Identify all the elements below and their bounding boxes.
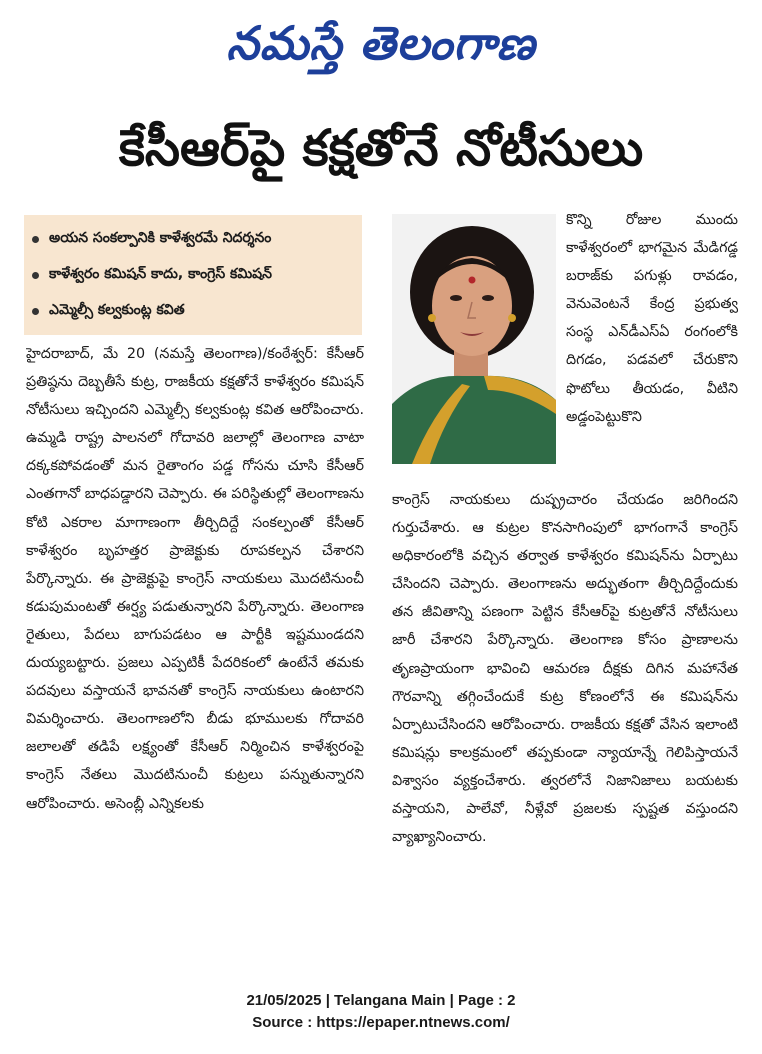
highlight-text: ఎమ్మెల్సీ కల్వకుంట్ల కవిత <box>49 301 185 318</box>
highlight-item <box>32 293 354 329</box>
highlights-box <box>24 215 362 335</box>
bullet-icon <box>32 236 39 243</box>
page-footer <box>0 990 762 1034</box>
portrait-illustration <box>392 214 556 464</box>
bullet-icon <box>32 308 39 315</box>
footer-source-line: Source : https://epaper.ntnews.com/ <box>252 1014 510 1031</box>
highlight-item <box>32 221 354 257</box>
article-column-right-top <box>566 206 738 486</box>
newspaper-masthead: నమస్తే తెలంగాణ <box>226 16 536 70</box>
highlight-text: అయన సంకల్పానికి కాళేశ్వరమే నిదర్శనం <box>49 229 272 246</box>
highlight-item <box>32 257 354 293</box>
article-column-right-bottom <box>392 486 738 926</box>
bullet-icon <box>32 272 39 279</box>
article-column-left <box>26 340 364 926</box>
article-paragraph: కాంగ్రెస్‌ నాయకులు దుష్ప్రచారం చేయడం జరిగిందని గుర్తుచేశారు. ఆ కుట్రల కొనసాగింపులో భాగంగానే కాంగ్రెస్‌ అధికారంలోకి వచ్చిన తర్వాత కాళేశ్వరం కమిషన్‌ను ఏర్పాటు చేసిందని చెప్పారు. తెలంగాణను అద్భుతంగా తీర్చిదిద్దేందుకు తన జీవితాన్ని పణంగా పెట్టిన కేసీఆర్‌పై కుట్రతోనే నోటీసులు జారీ చేశారని పేర్కొన్నారు. తెలంగాణ కోసం ప్రాణాలను తృణప్రాయంగా భావించి ఆమరణ దీక్షకు దిగిన మహానేత గౌరవాన్ని తగ్గించేందుకే కుట్ర కోణంలోనే ఈ కమిషన్‌ను ఏర్పాటుచేసిందని ఆరోపించారు. రాజకీయ కక్షతో వేసిన ఇలాంటి కమిషన్లు కాలక్రమంలో తప్పకుండా న్యాయాన్నే గెలిపిస్తాయనే విశ్వాసం వ్యక్తంచేశారు. త్వరలోనే నిజానిజాలు బయటకు వస్తాయని, పాలేవో, నీళ్లేవో ప్రజలకు స్పష్టత వస్తుందని వ్యాఖ్యానించారు. <box>392 492 738 846</box>
article-paragraph: కొన్ని రోజుల ముందు కాళేశ్వరంలో భాగమైన మేడిగడ్డ బరాజ్‌కు పగుళ్లు రావడం, వెనువెంటనే కేంద్ర ప్రభుత్వ సంస్థ ఎన్‌డీఎస్‌ఏ రంగంలోకి దిగడం, పడవలో చేరుకొని ఫొటోలు తీయడం, వీటిని అడ్డంపెట్టుకొని <box>566 212 738 425</box>
highlight-text: కాళేశ్వరం కమిషన్ కాదు, కాంగ్రెస్ కమిషన్ <box>49 265 272 282</box>
article-paragraph: హైదరాబాద్‌, మే 20 (నమస్తే తెలంగాణ)/కంఠేశ్వర్‌: కేసీఆర్‌ ప్రతిష్ఠను దెబ్బతీసే కుట్ర, రాజకీయ కక్షతోనే కాళేశ్వరం కమిషన్‌ నోటీసులు ఇచ్చిందని ఎమ్మెల్సీ కల్వకుంట్ల కవిత ఆరోపించారు. ఉమ్మడి రాష్ట్ర పాలనలో గోదావరి జలాల్లో తెలంగాణ వాటా దక్కకపోవడంతో మన రైతాంగం పడ్డ గోసను చూసి కేసీఆర్‌ ఎంతగానో బాధపడ్డారని చెప్పారు. ఈ పరిస్థితుల్లో తెలంగాణను కోటి ఎకరాల మాగాణంగా తీర్చిదిద్దే సంకల్పంతో కేసీఆర్‌ కాళేశ్వరం బృహత్తర ప్రాజెక్టుకు రూపకల్పన చేశారని పేర్కొన్నారు. ఈ ప్రాజెక్టుపై కాంగ్రెస్‌ నాయకులు మొదటినుంచీ కడుపుమంటతో ఈర్ష్య పడుతున్నారని పేర్కొన్నారు. తెలంగాణ రైతులు, పేదలు బాగుపడటం ఆ పార్టీకి ఇష్టముండదని దుయ్యబట్టారు. ప్రజలు ఎప్పటికీ పేదరికంలో ఉంటేనే తమకు పదవులు వస్తాయనే భావనతో కాంగ్రెస్‌ నాయకులు ఉంటారని విమర్శించారు. తెలంగాణలోని బీడు భూములకు గోదావరి జలాలతో తడిపే లక్ష్యంతో కేసీఆర్‌ నిర్మించిన కాళేశ్వరంపై కాంగ్రెస్‌ నేతలు మొదటినుంచీ కుట్రలు పన్నుతున్నారని ఆరోపించారు. అసెంబ్లీ ఎన్నికలకు <box>26 346 364 812</box>
article-headline: కేసీఆర్‌పై కక్షతోనే నోటీసులు <box>118 119 644 177</box>
article-photo <box>392 214 556 464</box>
footer-date-line: 21/05/2025 | Telangana Main | Page : 2 <box>246 992 516 1009</box>
